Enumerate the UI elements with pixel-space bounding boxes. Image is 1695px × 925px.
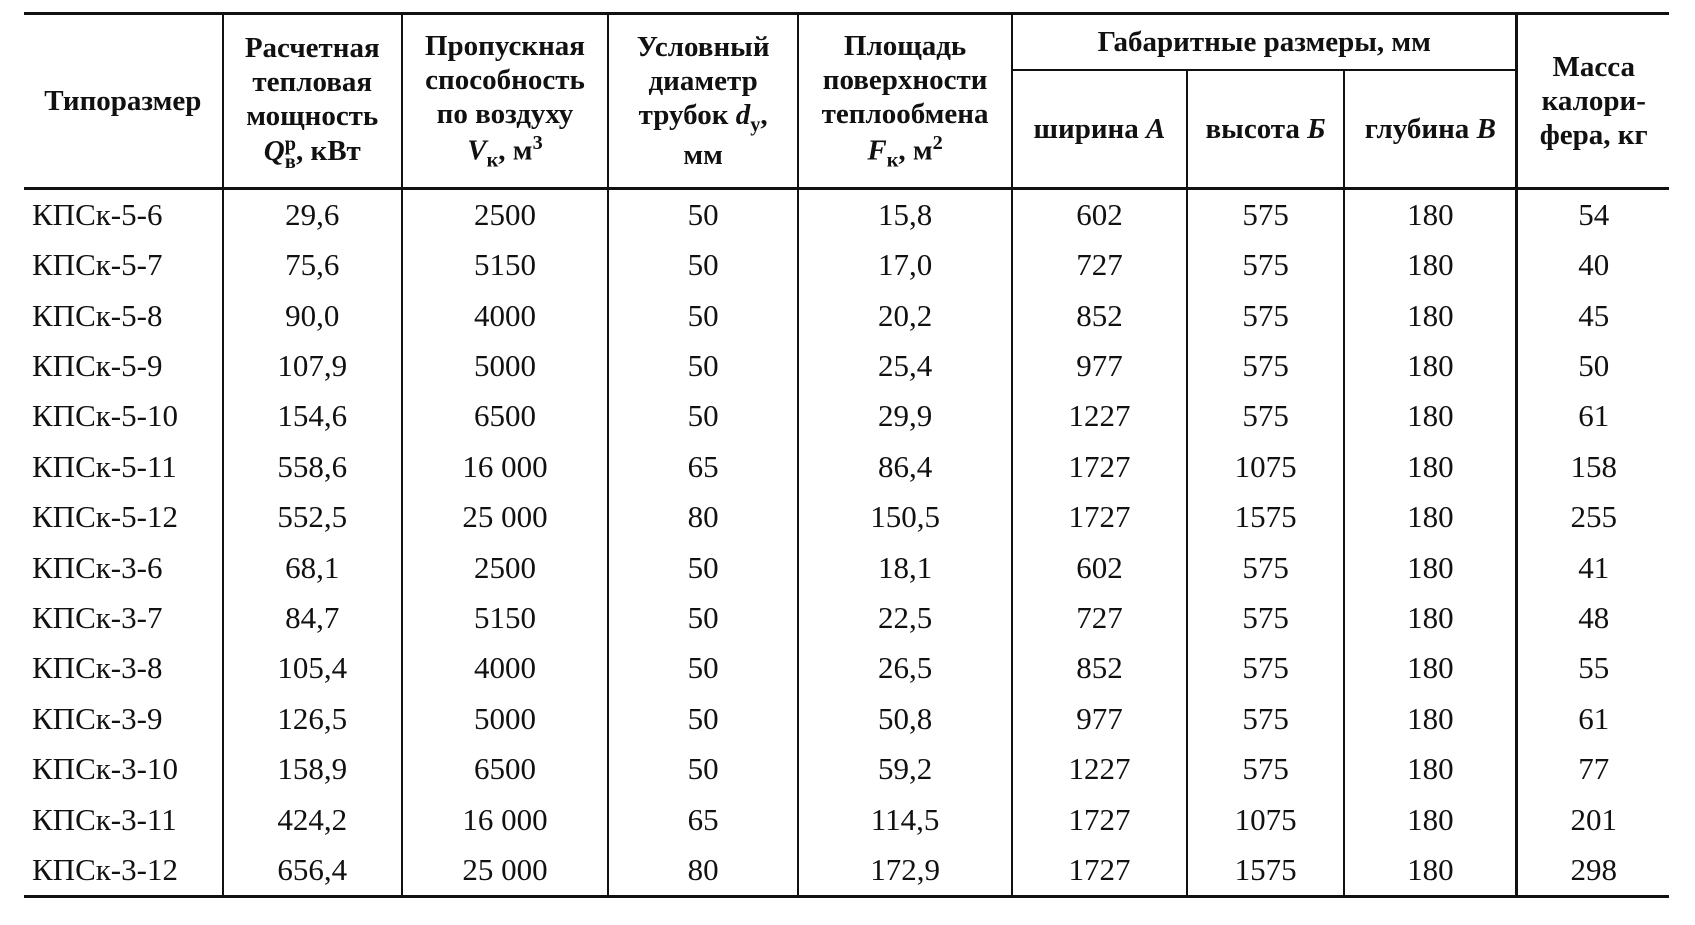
table-row bbox=[24, 593, 1669, 643]
cell-airflow: 5000 bbox=[402, 694, 608, 744]
cell-airflow: 25 000 bbox=[402, 845, 608, 897]
cell-power: 29,6 bbox=[223, 189, 402, 241]
cell-area: 22,5 bbox=[798, 593, 1012, 643]
cell-type: КПСк-5-7 bbox=[32, 247, 163, 283]
table-row bbox=[24, 341, 1669, 391]
cell-width: 977 bbox=[1012, 341, 1187, 391]
cell-diameter: 50 bbox=[608, 644, 798, 694]
table-row bbox=[24, 744, 1669, 794]
header-type: Типоразмер bbox=[24, 14, 223, 189]
table-header bbox=[24, 14, 1669, 189]
table-row bbox=[24, 845, 1669, 897]
cell-power: 154,6 bbox=[223, 392, 402, 442]
cell-height: 1575 bbox=[1187, 492, 1344, 542]
cell-type: КПСк-5-12 bbox=[32, 499, 178, 535]
cell-mass: 158 bbox=[1517, 442, 1669, 492]
cell-height: 575 bbox=[1187, 644, 1344, 694]
cell-type: КПСк-3-9 bbox=[32, 700, 163, 736]
cell-airflow: 6500 bbox=[402, 744, 608, 794]
cell-airflow: 6500 bbox=[402, 392, 608, 442]
cell-airflow: 4000 bbox=[402, 644, 608, 694]
cell-mass: 255 bbox=[1517, 492, 1669, 542]
cell-area: 29,9 bbox=[798, 392, 1012, 442]
cell-width: 852 bbox=[1012, 644, 1187, 694]
cell-width: 1727 bbox=[1012, 492, 1187, 542]
cell-height: 575 bbox=[1187, 240, 1344, 290]
cell-airflow: 5150 bbox=[402, 240, 608, 290]
specs-table-container bbox=[24, 12, 1669, 898]
header-depth: глубина В bbox=[1344, 70, 1517, 189]
cell-diameter: 50 bbox=[608, 543, 798, 593]
cell-power: 107,9 bbox=[223, 341, 402, 391]
cell-width: 1727 bbox=[1012, 795, 1187, 845]
cell-depth: 180 bbox=[1344, 845, 1517, 897]
cell-diameter: 80 bbox=[608, 492, 798, 542]
cell-airflow: 5000 bbox=[402, 341, 608, 391]
cell-height: 575 bbox=[1187, 341, 1344, 391]
cell-mass: 48 bbox=[1517, 593, 1669, 643]
cell-area: 86,4 bbox=[798, 442, 1012, 492]
cell-power: 424,2 bbox=[223, 795, 402, 845]
cell-diameter: 65 bbox=[608, 795, 798, 845]
cell-area: 114,5 bbox=[798, 795, 1012, 845]
cell-power: 75,6 bbox=[223, 240, 402, 290]
cell-width: 1227 bbox=[1012, 744, 1187, 794]
cell-mass: 50 bbox=[1517, 341, 1669, 391]
cell-height: 1075 bbox=[1187, 795, 1344, 845]
cell-power: 90,0 bbox=[223, 291, 402, 341]
cell-width: 602 bbox=[1012, 543, 1187, 593]
cell-mass: 201 bbox=[1517, 795, 1669, 845]
cell-mass: 54 bbox=[1517, 189, 1669, 241]
header-airflow: Пропускная способность по воздуху $V_к$, $м^3$ bbox=[402, 14, 608, 189]
header-width: ширина А bbox=[1012, 70, 1187, 189]
cell-power: 158,9 bbox=[223, 744, 402, 794]
cell-diameter: 50 bbox=[608, 240, 798, 290]
cell-depth: 180 bbox=[1344, 492, 1517, 542]
table-row bbox=[24, 240, 1669, 290]
cell-depth: 180 bbox=[1344, 543, 1517, 593]
cell-mass: 40 bbox=[1517, 240, 1669, 290]
cell-depth: 180 bbox=[1344, 442, 1517, 492]
cell-width: 1727 bbox=[1012, 442, 1187, 492]
cell-airflow: 25 000 bbox=[402, 492, 608, 542]
header-dimensions: Габаритные размеры, мм bbox=[1012, 14, 1517, 71]
cell-diameter: 50 bbox=[608, 593, 798, 643]
cell-height: 575 bbox=[1187, 189, 1344, 241]
cell-area: 25,4 bbox=[798, 341, 1012, 391]
cell-mass: 55 bbox=[1517, 644, 1669, 694]
cell-width: 727 bbox=[1012, 240, 1187, 290]
cell-mass: 61 bbox=[1517, 392, 1669, 442]
table-body bbox=[24, 189, 1669, 897]
cell-type: КПСк-3-6 bbox=[32, 549, 163, 585]
cell-power: 552,5 bbox=[223, 492, 402, 542]
cell-diameter: 50 bbox=[608, 694, 798, 744]
table-row bbox=[24, 795, 1669, 845]
cell-width: 1227 bbox=[1012, 392, 1187, 442]
table-row bbox=[24, 291, 1669, 341]
cell-diameter: 50 bbox=[608, 291, 798, 341]
cell-depth: 180 bbox=[1344, 593, 1517, 643]
cell-type: КПСк-3-10 bbox=[32, 751, 178, 787]
cell-area: 26,5 bbox=[798, 644, 1012, 694]
cell-diameter: 65 bbox=[608, 442, 798, 492]
cell-height: 1075 bbox=[1187, 442, 1344, 492]
table-row bbox=[24, 694, 1669, 744]
cell-type: КПСк-5-9 bbox=[32, 348, 163, 384]
cell-width: 727 bbox=[1012, 593, 1187, 643]
cell-type: КПСк-5-8 bbox=[32, 297, 163, 333]
cell-mass: 61 bbox=[1517, 694, 1669, 744]
cell-mass: 41 bbox=[1517, 543, 1669, 593]
cell-depth: 180 bbox=[1344, 392, 1517, 442]
cell-mass: 77 bbox=[1517, 744, 1669, 794]
cell-width: 1727 bbox=[1012, 845, 1187, 897]
cell-depth: 180 bbox=[1344, 240, 1517, 290]
table-row bbox=[24, 392, 1669, 442]
header-mass: Масса калори- фера, кг bbox=[1517, 14, 1669, 189]
cell-type: КПСк-5-6 bbox=[32, 196, 163, 232]
header-diameter: Условный диаметр трубок $d_у$, мм bbox=[608, 14, 798, 189]
cell-diameter: 50 bbox=[608, 744, 798, 794]
cell-height: 575 bbox=[1187, 744, 1344, 794]
cell-diameter: 50 bbox=[608, 392, 798, 442]
cell-height: 575 bbox=[1187, 543, 1344, 593]
cell-area: 172,9 bbox=[798, 845, 1012, 897]
cell-area: 150,5 bbox=[798, 492, 1012, 542]
cell-power: 84,7 bbox=[223, 593, 402, 643]
cell-type: КПСк-3-12 bbox=[24, 845, 223, 897]
header-height: высота Б bbox=[1187, 70, 1344, 189]
cell-width: 602 bbox=[1012, 189, 1187, 241]
cell-airflow: 5150 bbox=[402, 593, 608, 643]
header-power: Расчетная тепловая мощность Q р в , кВт bbox=[223, 14, 402, 189]
cell-height: 1575 bbox=[1187, 845, 1344, 897]
cell-airflow: 16 000 bbox=[402, 795, 608, 845]
cell-airflow: 16 000 bbox=[402, 442, 608, 492]
cell-height: 575 bbox=[1187, 694, 1344, 744]
cell-mass: 45 bbox=[1517, 291, 1669, 341]
cell-power: 558,6 bbox=[223, 442, 402, 492]
cell-type: КПСк-3-8 bbox=[32, 650, 163, 686]
table-row bbox=[24, 492, 1669, 542]
cell-depth: 180 bbox=[1344, 291, 1517, 341]
cell-area: 15,8 bbox=[798, 189, 1012, 241]
cell-diameter: 50 bbox=[608, 189, 798, 241]
cell-depth: 180 bbox=[1344, 644, 1517, 694]
cell-area: 18,1 bbox=[798, 543, 1012, 593]
cell-power: 105,4 bbox=[223, 644, 402, 694]
cell-airflow: 2500 bbox=[402, 543, 608, 593]
cell-depth: 180 bbox=[1344, 795, 1517, 845]
cell-type: КПСк-5-11 bbox=[32, 448, 177, 484]
specs-table bbox=[24, 12, 1669, 898]
cell-power: 656,4 bbox=[223, 845, 402, 897]
table-row bbox=[24, 644, 1669, 694]
cell-depth: 180 bbox=[1344, 341, 1517, 391]
cell-area: 50,8 bbox=[798, 694, 1012, 744]
cell-type: КПСк-3-7 bbox=[32, 600, 163, 636]
cell-height: 575 bbox=[1187, 392, 1344, 442]
cell-mass: 298 bbox=[1517, 845, 1669, 897]
header-area: Площадь поверхности теплообмена $F_к$, $м^2$ bbox=[798, 14, 1012, 189]
cell-depth: 180 bbox=[1344, 744, 1517, 794]
cell-area: 20,2 bbox=[798, 291, 1012, 341]
cell-area: 17,0 bbox=[798, 240, 1012, 290]
cell-airflow: 2500 bbox=[402, 189, 608, 241]
cell-power: 68,1 bbox=[223, 543, 402, 593]
cell-diameter: 80 bbox=[608, 845, 798, 897]
cell-width: 977 bbox=[1012, 694, 1187, 744]
cell-type: КПСк-5-10 bbox=[32, 398, 178, 434]
table-row bbox=[24, 442, 1669, 492]
cell-height: 575 bbox=[1187, 593, 1344, 643]
cell-power: 126,5 bbox=[223, 694, 402, 744]
cell-area: 59,2 bbox=[798, 744, 1012, 794]
cell-diameter: 50 bbox=[608, 341, 798, 391]
cell-type: КПСк-3-11 bbox=[32, 801, 177, 837]
cell-depth: 180 bbox=[1344, 694, 1517, 744]
cell-width: 852 bbox=[1012, 291, 1187, 341]
cell-height: 575 bbox=[1187, 291, 1344, 341]
table-row bbox=[24, 543, 1669, 593]
cell-airflow: 4000 bbox=[402, 291, 608, 341]
table-row bbox=[24, 189, 1669, 241]
cell-depth: 180 bbox=[1344, 189, 1517, 241]
